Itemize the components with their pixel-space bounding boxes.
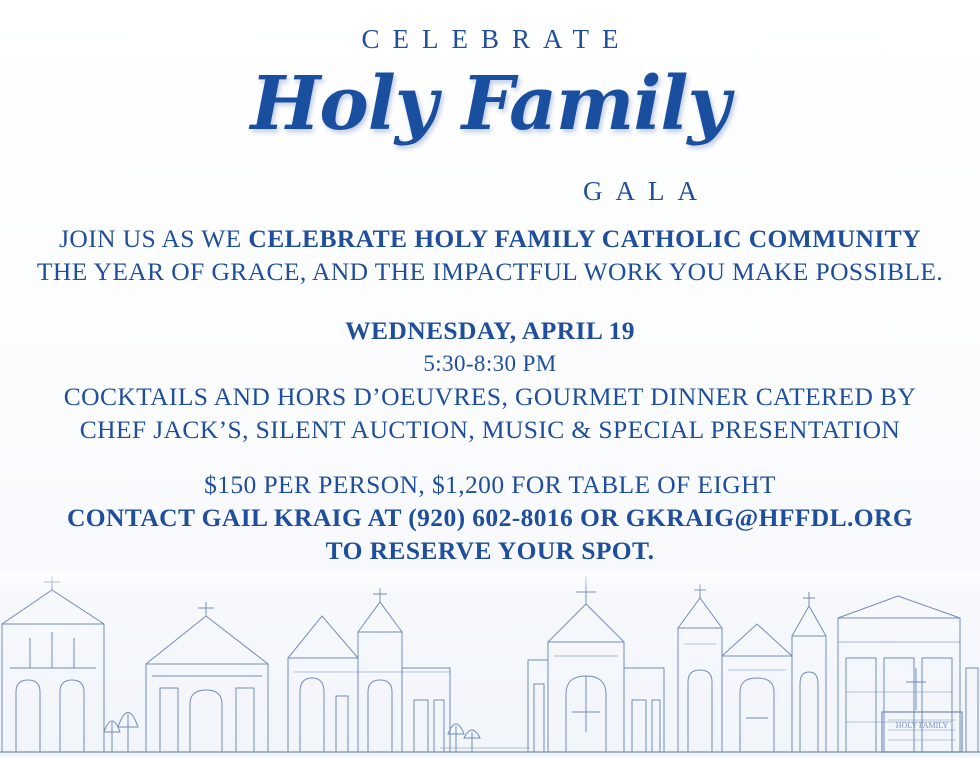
spacer-1 xyxy=(0,288,980,314)
event-time: 5:30-8:30 PM xyxy=(423,351,557,376)
intro-line-2: THE YEAR OF GRACE, AND THE IMPACTFUL WORK YOU MAKE POSSIBLE. xyxy=(36,257,944,286)
monument-sign-text: HOLY FAMILY xyxy=(895,721,949,730)
church-buildings-skyline-sketch xyxy=(0,572,980,757)
event-details-line-1: COCKTAILS AND HORS D’OEUVRES, GOURMET DINNER CATERED BY xyxy=(63,382,917,411)
event-details-line-2: CHEF JACK’S, SILENT AUCTION, MUSIC & SPECIAL PRESENTATION xyxy=(79,415,901,444)
eyebrow-celebrate: CELEBRATE xyxy=(361,24,632,54)
skyline-svg xyxy=(0,572,980,757)
event-date: WEDNESDAY, APRIL 19 xyxy=(345,316,635,345)
intro-line-1-bold: CELEBRATE HOLY FAMILY CATHOLIC COMMUNITY xyxy=(248,224,921,253)
subhead-gala: GALA xyxy=(583,176,710,206)
invitation-body xyxy=(0,222,980,567)
reserve-line: TO RESERVE YOUR SPOT. xyxy=(325,536,655,565)
spacer-2 xyxy=(0,446,980,468)
contact-line: CONTACT GAIL KRAIG AT (920) 602-8016 OR GKRAIG@HFFDL.ORG xyxy=(66,503,914,532)
page-title: Holy Family xyxy=(250,61,730,147)
intro-line-1-prefix: JOIN US AS WE xyxy=(59,224,249,253)
intro-line-1 xyxy=(0,222,980,255)
pricing-line: $150 PER PERSON, $1,200 FOR TABLE OF EIGHT xyxy=(204,470,776,499)
